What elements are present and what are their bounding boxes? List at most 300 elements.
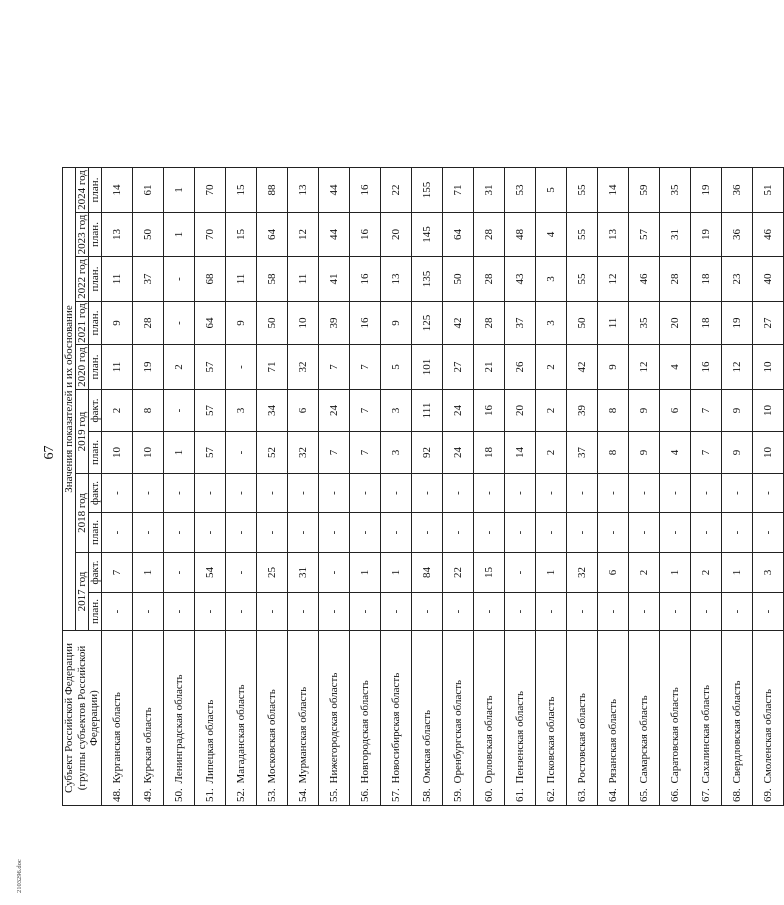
plan-header: план. <box>89 432 102 474</box>
subject-name: Нижегородская область <box>319 631 350 786</box>
value-cell: 3 <box>226 390 257 432</box>
row-number: 60. <box>474 786 505 806</box>
row-number: 63. <box>567 786 598 806</box>
fact-header: факт. <box>89 390 102 432</box>
value-cell: - <box>412 593 443 631</box>
value-cell: - <box>753 513 784 553</box>
value-cell: 35 <box>629 302 660 345</box>
value-cell: 135 <box>412 257 443 302</box>
row-number: 56. <box>350 786 381 806</box>
value-cell: - <box>505 474 536 513</box>
value-cell: - <box>536 593 567 631</box>
subject-name: Пензенская область <box>505 631 536 786</box>
value-cell: - <box>443 474 474 513</box>
value-cell: 13 <box>598 213 629 257</box>
value-cell: 7 <box>350 390 381 432</box>
value-cell: 31 <box>660 213 691 257</box>
value-cell: 10 <box>102 432 133 474</box>
value-cell: - <box>164 593 195 631</box>
value-cell: 53 <box>505 168 536 213</box>
value-cell: - <box>350 474 381 513</box>
row-number: 67. <box>691 786 722 806</box>
value-cell: 24 <box>319 390 350 432</box>
table-row <box>536 168 567 806</box>
value-cell: 31 <box>474 168 505 213</box>
row-number: 55. <box>319 786 350 806</box>
value-cell: 2 <box>691 553 722 593</box>
value-cell: 8 <box>598 390 629 432</box>
value-cell: 13 <box>102 213 133 257</box>
value-cell: 10 <box>753 390 784 432</box>
value-cell: 1 <box>381 553 412 593</box>
value-cell: 50 <box>443 257 474 302</box>
year-header-2022: 2022 год <box>76 257 89 302</box>
row-number: 50. <box>164 786 195 806</box>
value-cell: 54 <box>195 553 226 593</box>
value-cell: 24 <box>443 390 474 432</box>
table-row <box>288 168 319 806</box>
value-cell: 9 <box>598 345 629 390</box>
value-cell: 88 <box>257 168 288 213</box>
value-cell: 36 <box>722 213 753 257</box>
value-cell: 28 <box>474 302 505 345</box>
value-cell: 2 <box>536 432 567 474</box>
value-cell: - <box>102 593 133 631</box>
subject-name: Магаданская область <box>226 631 257 786</box>
value-cell: 46 <box>629 257 660 302</box>
plan-header: план. <box>89 168 102 213</box>
value-cell: 125 <box>412 302 443 345</box>
value-cell: - <box>319 593 350 631</box>
value-cell: - <box>722 474 753 513</box>
subject-name: Новосибирская область <box>381 631 412 786</box>
value-cell: 4 <box>660 345 691 390</box>
value-cell: - <box>505 553 536 593</box>
row-number: 64. <box>598 786 629 806</box>
table-row <box>629 168 660 806</box>
fact-header: факт. <box>89 553 102 593</box>
value-cell: - <box>598 593 629 631</box>
value-cell: 1 <box>722 553 753 593</box>
value-cell: 1 <box>164 432 195 474</box>
value-cell: 71 <box>257 345 288 390</box>
value-cell: 7 <box>350 345 381 390</box>
table-row <box>195 168 226 806</box>
value-cell: 9 <box>629 390 660 432</box>
value-cell: 3 <box>753 553 784 593</box>
value-cell: 16 <box>350 257 381 302</box>
value-cell: - <box>102 474 133 513</box>
document-filename: 2103296.doc <box>16 859 23 893</box>
value-cell: 145 <box>412 213 443 257</box>
value-cell: 70 <box>195 168 226 213</box>
value-cell: - <box>102 513 133 553</box>
subject-name: Ростовская область <box>567 631 598 786</box>
row-number: 65. <box>629 786 660 806</box>
value-cell: - <box>536 513 567 553</box>
value-cell: - <box>288 474 319 513</box>
value-cell: - <box>505 593 536 631</box>
value-cell: 3 <box>381 390 412 432</box>
value-cell: - <box>443 593 474 631</box>
table-row <box>226 168 257 806</box>
value-cell: 55 <box>567 213 598 257</box>
value-cell: 3 <box>536 302 567 345</box>
value-cell: 10 <box>133 432 164 474</box>
value-cell: 14 <box>598 168 629 213</box>
value-cell: - <box>691 593 722 631</box>
value-cell: - <box>226 474 257 513</box>
value-cell: 11 <box>598 302 629 345</box>
table-row <box>722 168 753 806</box>
value-cell: 5 <box>536 168 567 213</box>
value-cell: 92 <box>412 432 443 474</box>
year-header-2021: 2021 год <box>76 303 89 343</box>
plan-header: план. <box>89 345 102 390</box>
value-cell: 10 <box>753 345 784 390</box>
row-number: 62. <box>536 786 567 806</box>
value-cell: 12 <box>629 345 660 390</box>
value-cell: - <box>691 513 722 553</box>
value-cell: 50 <box>257 302 288 345</box>
value-cell: 40 <box>753 257 784 302</box>
value-cell: 18 <box>691 257 722 302</box>
value-cell: 22 <box>443 553 474 593</box>
value-cell: 71 <box>443 168 474 213</box>
value-cell: 21 <box>474 345 505 390</box>
value-cell: - <box>536 474 567 513</box>
value-cell: 7 <box>691 390 722 432</box>
value-cell: - <box>133 474 164 513</box>
value-cell: - <box>226 513 257 553</box>
value-cell: - <box>319 513 350 553</box>
value-cell: 15 <box>226 213 257 257</box>
value-cell: - <box>164 474 195 513</box>
subject-name: Ленинградская область <box>164 631 195 786</box>
value-cell: 19 <box>722 302 753 345</box>
value-cell: 2 <box>629 553 660 593</box>
year-header-2019: 2019 год <box>76 390 89 474</box>
row-number: 61. <box>505 786 536 806</box>
value-cell: 59 <box>629 168 660 213</box>
value-cell: 111 <box>412 390 443 432</box>
value-cell: - <box>753 474 784 513</box>
value-cell: 9 <box>722 390 753 432</box>
value-cell: - <box>567 593 598 631</box>
value-cell: 44 <box>319 168 350 213</box>
value-cell: 9 <box>722 432 753 474</box>
table-row <box>598 168 629 806</box>
value-cell: - <box>164 513 195 553</box>
value-cell: 12 <box>598 257 629 302</box>
row-number: 52. <box>226 786 257 806</box>
value-cell: 28 <box>474 213 505 257</box>
value-cell: 7 <box>350 432 381 474</box>
value-cell: - <box>288 513 319 553</box>
table-row <box>691 168 722 806</box>
value-cell: - <box>722 593 753 631</box>
row-number: 59. <box>443 786 474 806</box>
value-cell: - <box>598 513 629 553</box>
value-cell: 10 <box>753 432 784 474</box>
table-row <box>660 168 691 806</box>
value-cell: 25 <box>257 553 288 593</box>
subject-name: Курганская область <box>102 631 133 786</box>
value-cell: 14 <box>505 432 536 474</box>
fact-header: факт. <box>89 474 102 513</box>
value-cell: 50 <box>567 302 598 345</box>
value-cell: 34 <box>257 390 288 432</box>
value-cell: 18 <box>691 302 722 345</box>
value-cell: - <box>164 302 195 345</box>
subject-name: Рязанская область <box>598 631 629 786</box>
value-cell: - <box>350 513 381 553</box>
value-cell: - <box>133 513 164 553</box>
value-cell: - <box>195 593 226 631</box>
subject-name: Самарская область <box>629 631 660 786</box>
table-row <box>753 168 784 806</box>
value-cell: 16 <box>350 302 381 345</box>
value-cell: - <box>474 593 505 631</box>
table-row <box>412 168 443 806</box>
value-cell: 7 <box>691 432 722 474</box>
value-cell: 11 <box>102 345 133 390</box>
value-cell: 11 <box>102 257 133 302</box>
value-cell: 55 <box>567 168 598 213</box>
value-cell: 14 <box>102 168 133 213</box>
row-number: 48. <box>102 786 133 806</box>
value-cell: 11 <box>226 257 257 302</box>
subject-name: Оренбургская область <box>443 631 474 786</box>
value-cell: - <box>319 553 350 593</box>
row-number: 68. <box>722 786 753 806</box>
value-cell: 11 <box>288 257 319 302</box>
indicators-table <box>62 167 784 806</box>
plan-header: план. <box>89 213 102 257</box>
value-cell: 43 <box>505 257 536 302</box>
value-cell: - <box>629 474 660 513</box>
row-number: 57. <box>381 786 412 806</box>
value-cell: 22 <box>381 168 412 213</box>
value-cell: 16 <box>350 213 381 257</box>
value-cell: 9 <box>381 302 412 345</box>
value-cell: 50 <box>133 213 164 257</box>
subject-name: Смоленская область <box>753 631 784 786</box>
value-cell: 39 <box>567 390 598 432</box>
value-cell: 64 <box>443 213 474 257</box>
value-cell: - <box>629 593 660 631</box>
value-cell: 10 <box>288 302 319 345</box>
value-cell: 13 <box>381 257 412 302</box>
value-cell: 3 <box>536 257 567 302</box>
value-cell: - <box>567 474 598 513</box>
value-cell: 9 <box>629 432 660 474</box>
table-row <box>350 168 381 806</box>
value-cell: 8 <box>133 390 164 432</box>
value-cell: 2 <box>164 345 195 390</box>
value-cell: 2 <box>536 345 567 390</box>
value-cell: 2 <box>536 390 567 432</box>
value-cell: - <box>753 593 784 631</box>
subject-name: Псковская область <box>536 631 567 786</box>
value-cell: 7 <box>319 432 350 474</box>
value-cell: 28 <box>133 302 164 345</box>
value-cell: 37 <box>133 257 164 302</box>
value-cell: - <box>226 432 257 474</box>
value-cell: - <box>350 593 381 631</box>
row-number: 53. <box>257 786 288 806</box>
value-cell: 52 <box>257 432 288 474</box>
value-cell: 64 <box>257 213 288 257</box>
value-cell: - <box>257 593 288 631</box>
value-cell: 3 <box>381 432 412 474</box>
plan-header: план. <box>89 593 102 631</box>
value-cell: 6 <box>598 553 629 593</box>
value-cell: 1 <box>164 168 195 213</box>
table-row <box>443 168 474 806</box>
value-cell: - <box>660 593 691 631</box>
row-number: 58. <box>412 786 443 806</box>
subject-name: Омская область <box>412 631 443 786</box>
table-row <box>257 168 288 806</box>
value-cell: - <box>629 513 660 553</box>
value-cell: - <box>195 513 226 553</box>
value-cell: 15 <box>474 553 505 593</box>
value-cell: 58 <box>257 257 288 302</box>
row-number: 66. <box>660 786 691 806</box>
value-cell: 32 <box>288 345 319 390</box>
value-cell: 7 <box>319 345 350 390</box>
value-cell: 20 <box>660 302 691 345</box>
subject-name: Мурманская область <box>288 631 319 786</box>
table-row <box>319 168 350 806</box>
value-cell: - <box>474 513 505 553</box>
value-cell: 26 <box>505 345 536 390</box>
value-cell: 51 <box>753 168 784 213</box>
value-cell: 48 <box>505 213 536 257</box>
value-cell: 19 <box>691 168 722 213</box>
value-cell: 37 <box>567 432 598 474</box>
value-cell: 64 <box>195 302 226 345</box>
value-cell: - <box>691 474 722 513</box>
value-cell: 101 <box>412 345 443 390</box>
value-cell: 32 <box>288 432 319 474</box>
value-cell: 44 <box>319 213 350 257</box>
value-cell: 35 <box>660 168 691 213</box>
values-header: Значения показателей и их обоснование <box>63 168 76 631</box>
value-cell: - <box>133 593 164 631</box>
row-number: 54. <box>288 786 319 806</box>
value-cell: 16 <box>350 168 381 213</box>
value-cell: 1 <box>164 213 195 257</box>
value-cell: - <box>288 593 319 631</box>
subject-column-header: Субъект Российской Федерации (группы субъектов Российской Федерации) <box>63 631 102 806</box>
value-cell: 27 <box>443 345 474 390</box>
row-number: 49. <box>133 786 164 806</box>
value-cell: 4 <box>660 432 691 474</box>
value-cell: 1 <box>660 553 691 593</box>
value-cell: - <box>164 390 195 432</box>
value-cell: 155 <box>412 168 443 213</box>
value-cell: 84 <box>412 553 443 593</box>
value-cell: - <box>195 474 226 513</box>
value-cell: - <box>164 553 195 593</box>
subject-name: Сахалинская область <box>691 631 722 786</box>
value-cell: - <box>474 474 505 513</box>
value-cell: 6 <box>288 390 319 432</box>
value-cell: - <box>226 553 257 593</box>
value-cell: 24 <box>443 432 474 474</box>
row-number: 69. <box>753 786 784 806</box>
value-cell: 41 <box>319 257 350 302</box>
value-cell: 18 <box>474 432 505 474</box>
value-cell: 57 <box>629 213 660 257</box>
page-number: 67 <box>42 445 57 460</box>
table-row <box>164 168 195 806</box>
value-cell: 19 <box>133 345 164 390</box>
value-cell: 46 <box>753 213 784 257</box>
value-cell: 9 <box>226 302 257 345</box>
value-cell: - <box>257 513 288 553</box>
subject-name: Липецкая область <box>195 631 226 786</box>
value-cell: - <box>443 513 474 553</box>
value-cell: 42 <box>567 345 598 390</box>
value-cell: 37 <box>505 302 536 345</box>
value-cell: 20 <box>381 213 412 257</box>
value-cell: - <box>226 593 257 631</box>
value-cell: - <box>412 474 443 513</box>
value-cell: 1 <box>536 553 567 593</box>
plan-header: план. <box>89 257 102 302</box>
value-cell: 6 <box>660 390 691 432</box>
value-cell: - <box>257 474 288 513</box>
value-cell: 16 <box>474 390 505 432</box>
subject-name: Московская область <box>257 631 288 786</box>
plan-header: план. <box>89 302 102 345</box>
value-cell: 1 <box>350 553 381 593</box>
value-cell: 55 <box>567 257 598 302</box>
subject-name: Орловская область <box>474 631 505 786</box>
subject-name: Свердловская область <box>722 631 753 786</box>
value-cell: 5 <box>381 345 412 390</box>
value-cell: 57 <box>195 432 226 474</box>
value-cell: 12 <box>288 213 319 257</box>
value-cell: - <box>164 257 195 302</box>
value-cell: - <box>660 513 691 553</box>
table-row <box>567 168 598 806</box>
year-header-2023: 2023 год <box>76 213 89 257</box>
value-cell: 57 <box>195 390 226 432</box>
value-cell: 4 <box>536 213 567 257</box>
value-cell: 15 <box>226 168 257 213</box>
value-cell: 57 <box>195 345 226 390</box>
value-cell: - <box>505 513 536 553</box>
value-cell: 23 <box>722 257 753 302</box>
plan-header: план. <box>89 513 102 553</box>
table-row <box>133 168 164 806</box>
value-cell: 28 <box>474 257 505 302</box>
value-cell: - <box>567 513 598 553</box>
value-cell: 19 <box>691 213 722 257</box>
value-cell: 7 <box>102 553 133 593</box>
value-cell: 8 <box>598 432 629 474</box>
value-cell: - <box>598 474 629 513</box>
value-cell: 32 <box>567 553 598 593</box>
subject-name: Новгородская область <box>350 631 381 786</box>
value-cell: 61 <box>133 168 164 213</box>
value-cell: - <box>381 513 412 553</box>
value-cell: 28 <box>660 257 691 302</box>
